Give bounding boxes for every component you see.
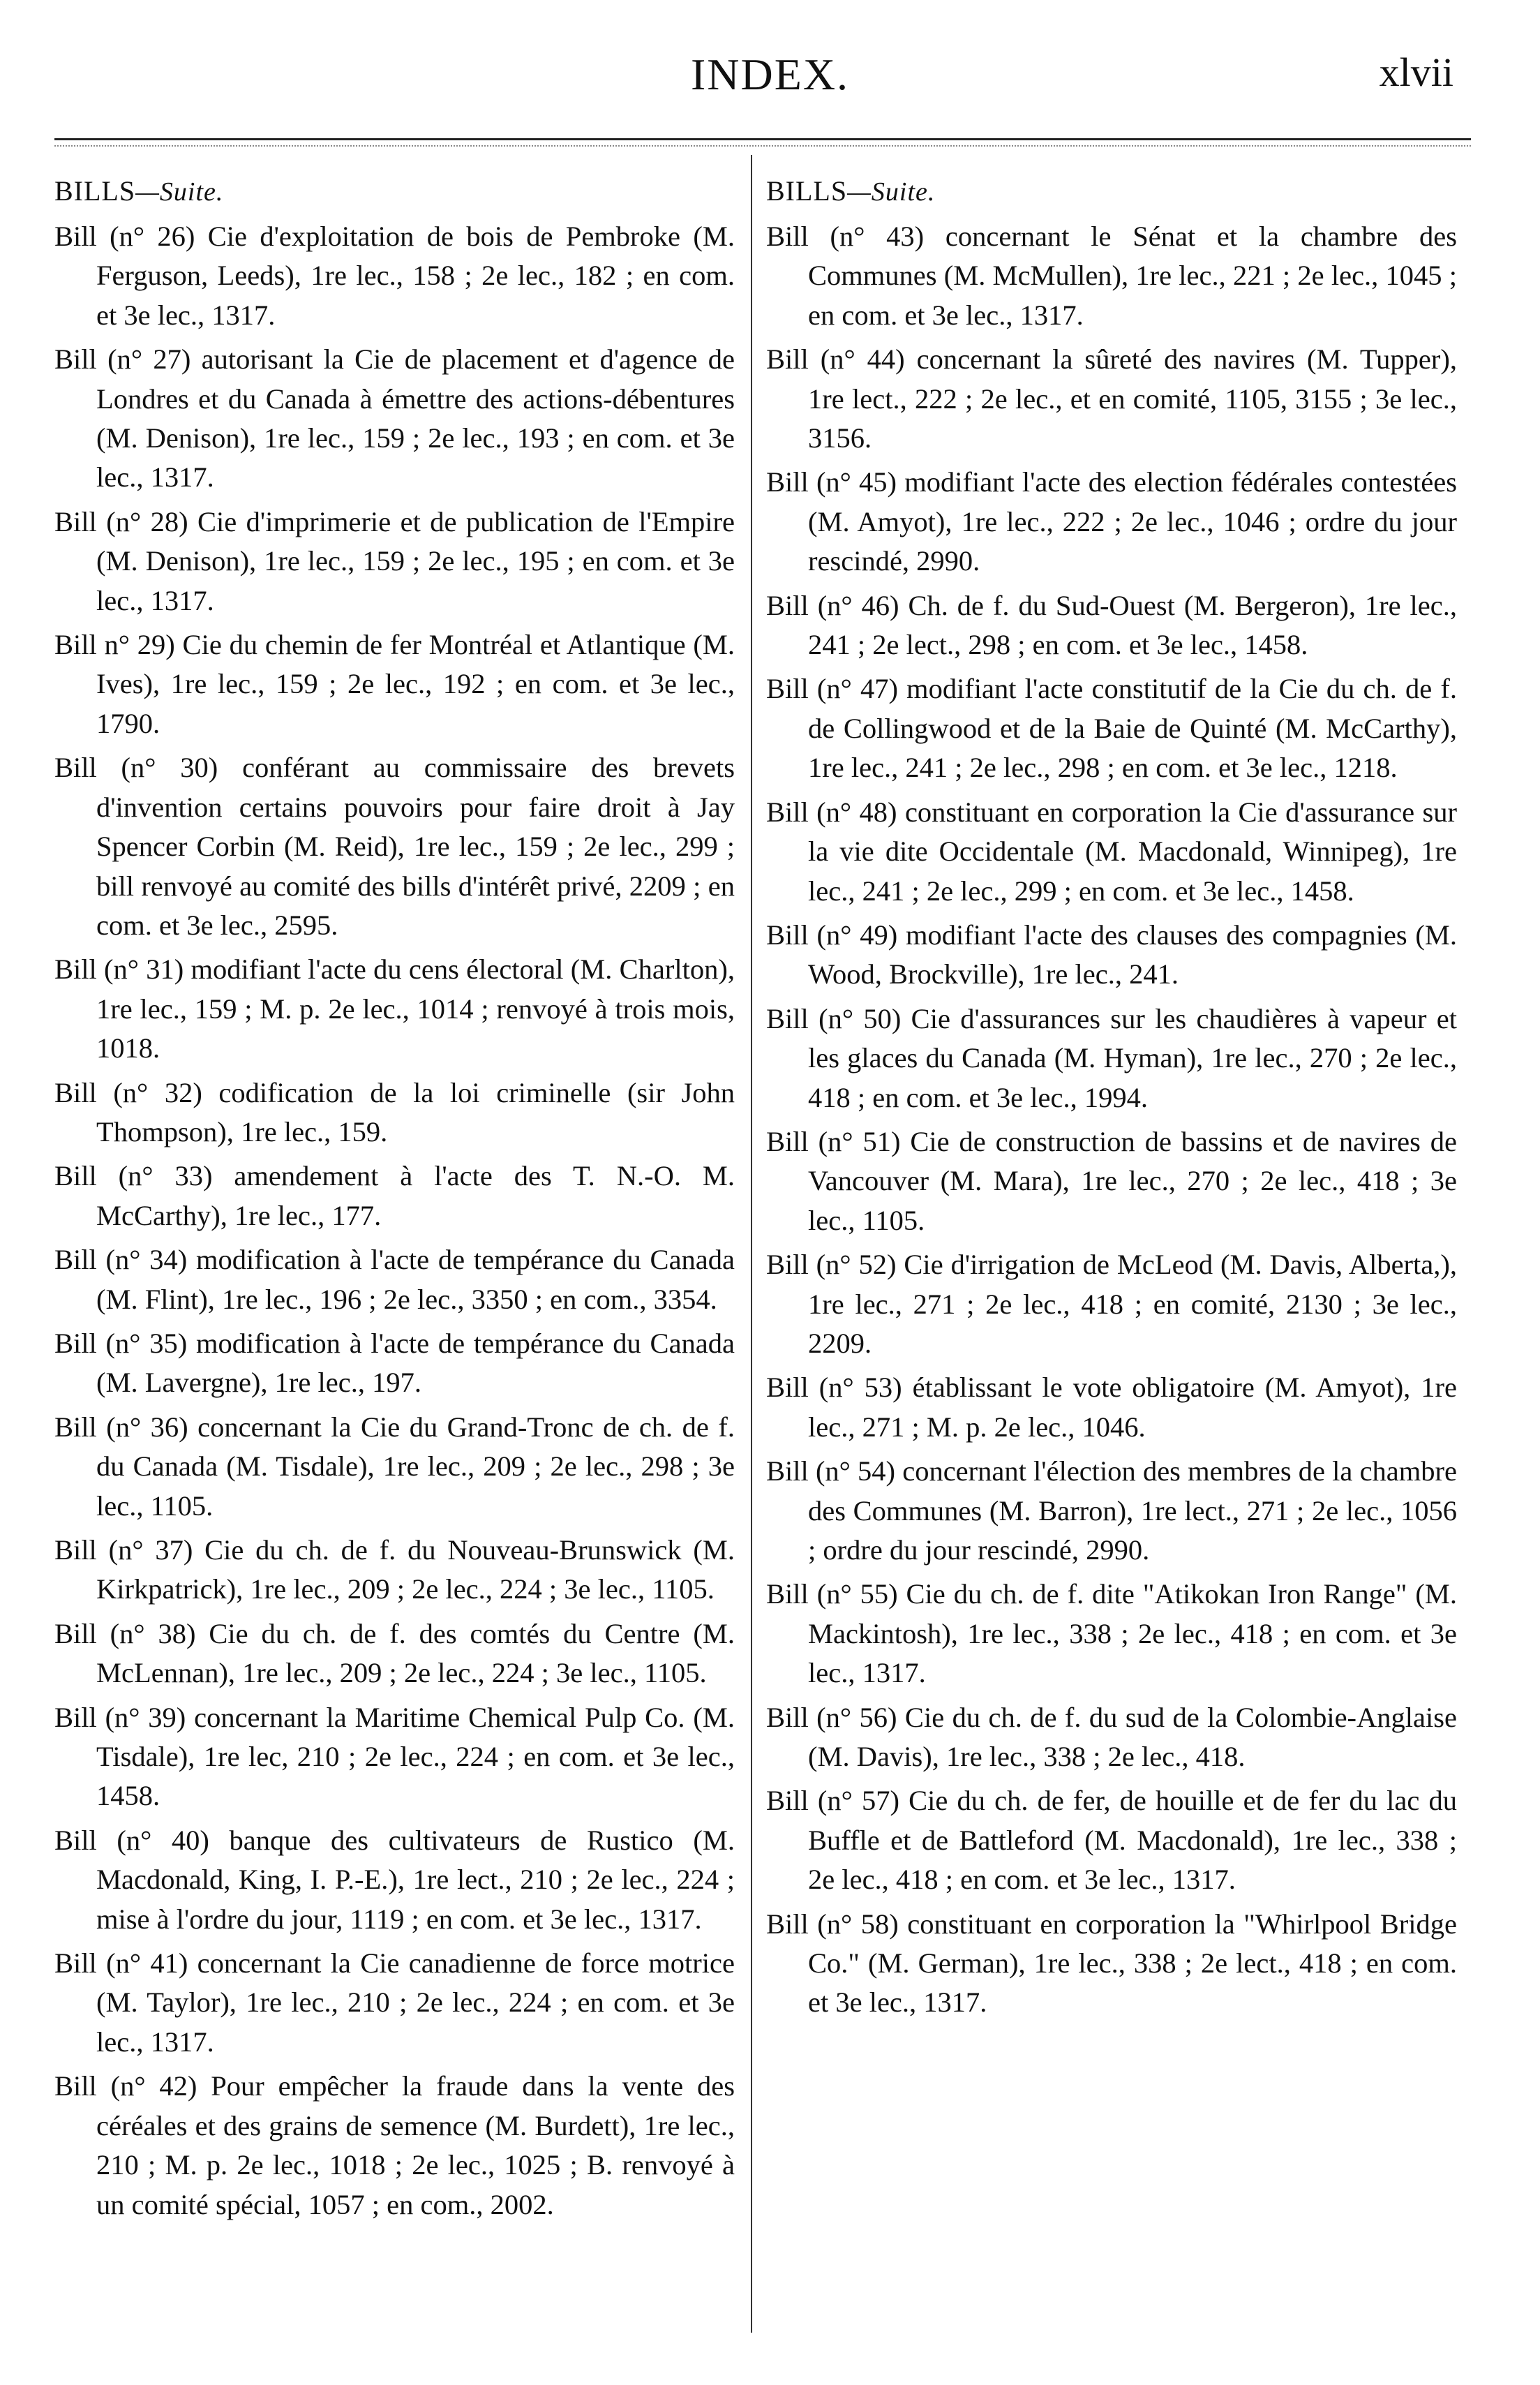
index-entry: Bill (n° 44) concernant la sûreté des navires (M. Tupper), 1re lect., 222 ; 2e lec., et en comité, 1105, 3155 ; 3e lec., 3156. [766, 343, 1457, 454]
index-entry: Bill (n° 30) conférant au commissaire des brevets d'invention certains pouvoirs pour faire droit à Jay Spencer Corbin (M. Reid), 1re lec., 159 ; 2e lec., 299 ; bill renvoyé au comité des bills d'intérêt privé, 2209 ; en com. et 3e lec., 2595. [54, 752, 735, 941]
section-heading [766, 174, 1457, 207]
index-entry: Bill (n° 47) modifiant l'acte constitutif de la Cie du ch. de f. de Collingwood et de la Baie de Quinté (M. McCarthy), 1re lec., 241 ; 2e lec., 298 ; en com. et 3e lec., 1218. [766, 673, 1457, 784]
page-title: INDEX. [690, 50, 850, 99]
header-rule [54, 138, 1471, 140]
index-entry: Bill (n° 43) concernant le Sénat et la chambre des Communes (M. McMullen), 1re lec., 221 ; 2e lec., 1045 ; en com. et 3e lec., 1317. [766, 221, 1457, 331]
index-entry: Bill (n° 53) établissant le vote obligatoire (M. Amyot), 1re lec., 271 ; M. p. 2e lec., 1046. [766, 1372, 1457, 1443]
index-entry: Bill (n° 42) Pour empêcher la fraude dans la vente des céréales et des grains de semence (M. Burdett), 1re lec., 210 ; M. p. 2e lec., 1018 ; 2e lec., 1025 ; B. renvoyé à un comité spécial, 1057 ; en com., 2002. [54, 2070, 735, 2220]
index-entry: Bill (n° 45) modifiant l'acte des election fédérales contestées (M. Amyot), 1re lec., 222 ; 2e lec., 1046 ; ordre du jour rescindé, 2990. [766, 466, 1457, 577]
section-title: BILLS [766, 175, 848, 207]
page-number: xlvii [1379, 50, 1453, 95]
index-entry: Bill (n° 37) Cie du ch. de f. du Nouveau-Brunswick (M. Kirkpatrick), 1re lec., 209 ; 2e lec., 224 ; 3e lec., 1105. [54, 1534, 735, 1605]
index-entry: Bill (n° 51) Cie de construction de bassins et de navires de Vancouver (M. Mara), 1re lec., 270 ; 2e lec., 418 ; 3e lec., 1105. [766, 1125, 1457, 1236]
index-entry: Bill (n° 40) banque des cultivateurs de Rustico (M. Macdonald, King, I. P.-E.), 1re lect., 210 ; 2e lec., 224 ; mise à l'ordre du jour, 1119 ; en com. et 3e lec., 1317. [54, 1824, 735, 1935]
index-entry: Bill (n° 48) constituant en corporation la Cie d'assurance sur la vie dite Occidentale (M. Macdonald, Winnipeg), 1re lec., 241 ; 2e lec., 299 ; en com. et 3e lec., 1458. [766, 796, 1457, 907]
index-entry: Bill (n° 41) concernant la Cie canadienne de force motrice (M. Taylor), 1re lec., 210 ; 2e lec., 224 ; en com. et 3e lec., 1317. [54, 1947, 735, 2058]
index-entry: Bill (n° 54) concernant l'élection des membres de la chambre des Communes (M. Barron), 1re lect., 271 ; 2e lec., 1056 ; ordre du jour rescindé, 2990. [766, 1455, 1457, 1566]
index-entry: Bill (n° 32) codification de la loi criminelle (sir John Thompson), 1re lec., 159. [54, 1076, 735, 1147]
index-entry: Bill (n° 39) concernant la Maritime Chemical Pulp Co. (M. Tisdale), 1re lec, 210 ; 2e lec., 224 ; en com. et 3e lec., 1458. [54, 1701, 735, 1812]
index-entry: Bill (n° 31) modifiant l'acte du cens électoral (M. Charlton), 1re lec., 159 ; M. p. 2e lec., 1014 ; renvoyé à trois mois, 1018. [54, 953, 735, 1064]
index-entry: Bill (n° 50) Cie d'assurances sur les chaudières à vapeur et les glaces du Canada (M. Hyman), 1re lec., 270 ; 2e lec., 418 ; en com. et 3e lec., 1994. [766, 1002, 1457, 1113]
index-entry: Bill (n° 33) amendement à l'acte des T. N.-O. M. McCarthy), 1re lec., 177. [54, 1160, 735, 1231]
index-entry: Bill (n° 28) Cie d'imprimerie et de publication de l'Empire (M. Denison), 1re lec., 159 ; 2e lec., 195 ; en com. et 3e lec., 1317. [54, 505, 735, 616]
index-entry: Bill (n° 34) modification à l'acte de tempérance du Canada (M. Flint), 1re lec., 196 ; 2e lec., 3350 ; en com., 3354. [54, 1244, 735, 1315]
index-entry: Bill (n° 35) modification à l'acte de tempérance du Canada (M. Lavergne), 1re lec., 197. [54, 1327, 735, 1399]
section-title: BILLS [54, 175, 136, 207]
index-entry: Bill (n° 56) Cie du ch. de f. du sud de la Colombie-Anglaise (M. Davis), 1re lec., 338 ; 2e lec., 418. [766, 1701, 1457, 1773]
section-suffix: —Suite. [847, 177, 936, 207]
index-entry: Bill (n° 26) Cie d'exploitation de bois de Pembroke (M. Ferguson, Leeds), 1re lec., 158 ; 2e lec., 182 ; en com. et 3e lec., 1317. [54, 221, 735, 331]
index-entry: Bill (n° 36) concernant la Cie du Grand-Tronc de ch. de f. du Canada (M. Tisdale), 1re lec., 209 ; 2e lec., 298 ; 3e lec., 1105. [54, 1411, 735, 1522]
index-entry: Bill (n° 49) modifiant l'acte des clauses des compagnies (M. Wood, Brockville), 1re lec., 241. [766, 919, 1457, 990]
index-entry: Bill n° 29) Cie du chemin de fer Montréal et Atlantique (M. Ives), 1re lec., 159 ; 2e lec., 192 ; en com. et 3e lec., 1790. [54, 629, 735, 739]
index-entry: Bill (n° 52) Cie d'irrigation de McLeod (M. Davis, Alberta,), 1re lec., 271 ; 2e lec., 418 ; en comité, 2130 ; 3e lec., 2209. [766, 1249, 1457, 1359]
section-heading [54, 174, 735, 207]
index-entry: Bill (n° 27) autorisant la Cie de placement et d'agence de Londres et du Canada à émettre des actions-débentures (M. Denison), 1re lec., 159 ; 2e lec., 193 ; en com. et 3e lec., 1317. [54, 343, 735, 493]
index-entry: Bill (n° 38) Cie du ch. de f. des comtés du Centre (M. McLennan), 1re lec., 209 ; 2e lec., 224 ; 3e lec., 1105. [54, 1617, 735, 1689]
index-entry: Bill (n° 55) Cie du ch. de f. dite "Atikokan Iron Range" (M. Mackintosh), 1re lec., 338 ; 2e lec., 418 ; en com. et 3e lec., 1317. [766, 1578, 1457, 1689]
column-divider [751, 155, 752, 2333]
left-column [54, 174, 735, 2229]
section-suffix: —Suite. [135, 177, 224, 207]
index-entry: Bill (n° 46) Ch. de f. du Sud-Ouest (M. Bergeron), 1re lec., 241 ; 2e lect., 298 ; en com. et 3e lec., 1458. [766, 589, 1457, 661]
right-column [766, 174, 1457, 2028]
index-entry: Bill (n° 58) constituant en corporation la "Whirlpool Bridge Co." (M. German), 1re lec., 338 ; 2e lect., 418 ; en com. et 3e lec., 1317. [766, 1908, 1457, 2019]
header-rule-dotted [54, 145, 1471, 147]
index-entry: Bill (n° 57) Cie du ch. de fer, de houille et de fer du lac du Buffle et de Battleford (M. Macdonald), 1re lec., 338 ; 2e lec., 418 ; en com. et 3e lec., 1317. [766, 1785, 1457, 1896]
